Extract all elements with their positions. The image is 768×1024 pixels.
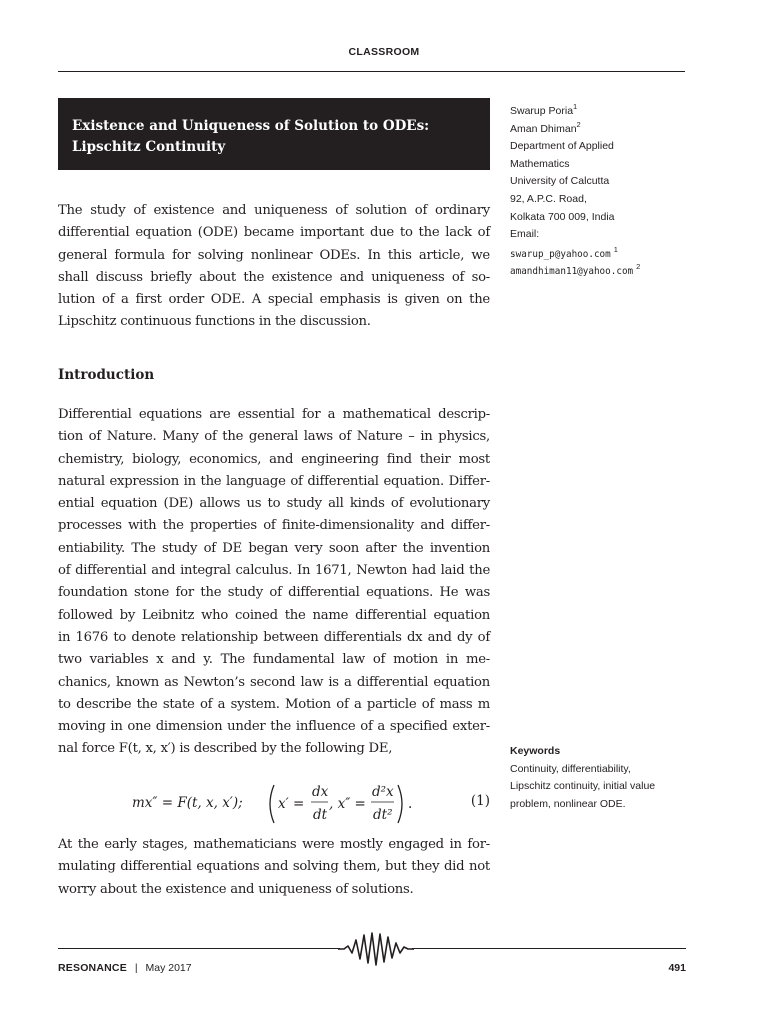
keywords-box (510, 743, 695, 813)
paragraph-line: tion of Nature. Many of the general laws of Nature – in physics, (58, 429, 490, 445)
issue-date: May 2017 (145, 962, 192, 974)
email-1-mark: 1 (613, 244, 618, 254)
equation-1 (58, 777, 490, 831)
equation-lhs: mx″ = F(t, x, x′); (132, 795, 243, 811)
footer-journal (58, 962, 192, 974)
email-2-address[interactable]: amandhiman11@yahoo.com (510, 266, 634, 278)
introduction-paragraph (58, 404, 490, 761)
paragraph-line: entiability. The study of DE began very soon after the invention (58, 540, 490, 556)
frac-d2x-numerator: d²x (372, 784, 394, 800)
page-number: 491 (668, 962, 686, 974)
affiliation-line: 92, A.P.C. Road, (510, 192, 587, 205)
affiliation-line: Department of Applied (510, 140, 614, 153)
email-2[interactable] (510, 263, 695, 281)
paragraph-line: worry about the existence and uniqueness of solutions. (58, 881, 414, 897)
left-paren (270, 785, 274, 823)
email-2-mark: 2 (636, 262, 641, 272)
author-1 (510, 103, 695, 121)
abstract-line: The study of existence and uniqueness of solution of ordinary (58, 203, 490, 218)
keywords-line: Lipschitz continuity, initial value (510, 780, 656, 793)
footer-separator: | (134, 962, 138, 974)
paragraph-line: two variables x and y. The fundamental law of motion in me- (58, 652, 490, 668)
paragraph-line: At the early stages, mathematicians were mostly engaged in for- (58, 837, 490, 852)
paragraph-line: foundation stone for the study of differential equations. He was (58, 585, 490, 601)
author-2-mark: 2 (576, 119, 581, 129)
equation-period: . (408, 796, 413, 812)
abstract-line: Lipschitz continuous functions in the discussion. (58, 314, 371, 330)
article-title-line2: Lipschitz Continuity (72, 139, 226, 155)
closing-paragraph (58, 834, 490, 901)
paragraph-line: nal force F(t, x, x′) is described by the following DE, (58, 741, 393, 757)
equation-x-double-prime: , x″ = (329, 796, 366, 812)
journal-name: RESONANCE (58, 962, 127, 974)
abstract (58, 200, 490, 334)
resonance-wave-logo (338, 930, 414, 968)
paragraph-line: moving in one dimension under the influence of a specified exter- (58, 719, 490, 735)
paragraph-line: of differential and integral calculus. In 1671, Newton had laid the (58, 563, 490, 579)
footer-rule-right (412, 948, 686, 949)
equation-number: (1) (470, 793, 490, 809)
abstract-line: general formula for solving nonlinear ODEs. In this article, we (58, 247, 490, 263)
email-1[interactable] (510, 246, 695, 264)
frac-dx-denominator: dt (313, 807, 328, 823)
paragraph-line: in 1676 to denote relationship between differentials dx and dy of (58, 629, 490, 645)
affiliation-line: Kolkata 700 009, India (510, 210, 615, 223)
paragraph-line: chemistry, biology, economics, and engineering find their most (58, 451, 490, 467)
equation-x-prime: x′ = (278, 796, 305, 812)
paragraph-line: natural expression in the language of differential equation. Differ- (58, 473, 490, 489)
keywords-line: Continuity, differentiability, (510, 762, 631, 775)
paragraph-line: Differential equations are essential for a mathematical descrip- (58, 407, 490, 422)
top-rule (58, 71, 685, 72)
section-label: CLASSROOM (348, 46, 420, 58)
footer-rule-left (58, 948, 340, 949)
right-paren (398, 785, 402, 823)
abstract-line: shall discuss briefly about the existence and uniqueness of so- (58, 269, 490, 285)
author-info (510, 103, 695, 281)
paragraph-line: processes with the properties of finite-dimensionality and differ- (58, 518, 490, 534)
author-2 (510, 121, 695, 139)
author-1-name: Swarup Poria (510, 105, 574, 117)
equation-1-formula (128, 777, 418, 831)
article-title-box (58, 98, 490, 170)
affiliation-line: University of Calcutta (510, 175, 610, 188)
keywords-line: problem, nonlinear ODE. (510, 797, 626, 810)
frac-dx-numerator: dx (312, 784, 329, 800)
frac-d2x-denominator: dt² (373, 807, 393, 823)
affiliation-line: Mathematics (510, 157, 570, 170)
article-title-line1: Existence and Uniqueness of Solution to ODEs: (72, 118, 430, 134)
paragraph-line: to describe the state of a system. Motion of a particle of mass m (58, 696, 490, 712)
introduction-heading: Introduction (58, 367, 155, 383)
paragraph-line: mulating differential equations and solving them, but they did not (58, 859, 490, 875)
abstract-line: differential equation (ODE) became important due to the lack of (58, 225, 490, 241)
email-label: Email: (510, 228, 540, 241)
email-1-address[interactable]: swarup_p@yahoo.com (510, 248, 611, 260)
paragraph-line: ential equation (DE) allows us to study all kinds of evolutionary (58, 496, 490, 512)
paragraph-line: chanics, known as Newton’s second law is a differential equation (58, 674, 490, 690)
keywords-label: Keywords (510, 745, 561, 757)
author-2-name: Aman Dhiman (510, 122, 577, 135)
abstract-line: lution of a first order ODE. A special emphasis is given on the (58, 292, 490, 308)
paragraph-line: followed by Leibnitz who coined the name differential equation (58, 607, 490, 623)
author-1-mark: 1 (573, 102, 578, 111)
